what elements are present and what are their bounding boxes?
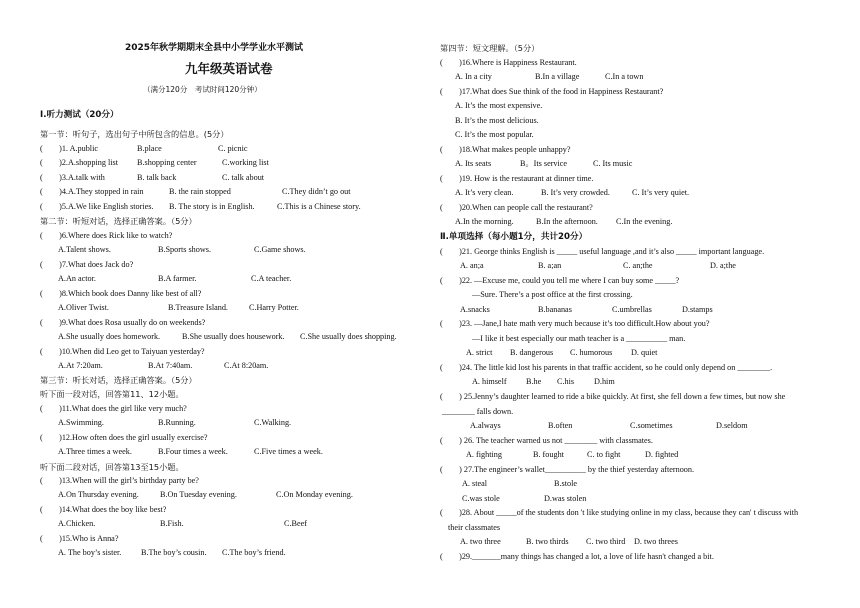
exam-title: 2025年秋学期期末全县中小学学业水平测试: [125, 43, 304, 53]
question-26: ( ) 26. The teacher warned us not ________ with classmates.: [440, 436, 653, 445]
question-23-reply: —I like it best especially our math teacher is a __________ man.: [472, 334, 686, 343]
section-single-choice: Ⅱ.单项选择（每小题1分，共计20分）: [440, 232, 588, 242]
question-25-continued: ________ falls down.: [442, 407, 514, 416]
question-10: ( )10.When did Leo get to Taiyuan yesterday?: [40, 347, 205, 356]
question-25: ( ) 25.Jenny’s daughter learned to ride a bike quickly. At first, she fell down a few times, but now she: [440, 392, 786, 401]
question-22-reply: —Sure. There’s a post office at the first crossing.: [472, 290, 633, 299]
question-8: ( )8.Which book does Danny like best of all?: [40, 289, 202, 298]
question-19: ( )19. How is the restaurant at dinner time.: [440, 174, 594, 183]
part2-heading: 第二节：听短对话，选择正确答案。（5分）: [40, 216, 197, 226]
section-listening: Ⅰ.听力测试（20分）: [40, 110, 119, 120]
question-6: ( )6.Where does Rick like to watch?: [40, 231, 173, 240]
question-20: ( )20.When can people call the restaurant?: [440, 203, 593, 212]
question-24: ( )24. The little kid lost his parents in that traffic accident, so he could only depend on ________.: [440, 363, 773, 372]
question-27: ( ) 27.The engineer’s wallet__________ by the thief yesterday afternoon.: [440, 465, 695, 474]
question-23: ( )23. —Jane,I hate math very much because it’s too difficult.How about you?: [440, 319, 710, 328]
dialogue1-note: 听下面一段对话，回答第11、12小题。: [40, 389, 184, 399]
question-22: ( )22. —Excuse me, could you tell me where I can buy some _____?: [440, 276, 680, 285]
question-12: ( )12.How often does the girl usually exercise?: [40, 433, 208, 442]
dialogue2-note: 听下面二段对话，回答第13至15小题。: [40, 462, 184, 472]
question-29: ( )29._______many things has changed a lot, a love of life hasn't changed a bit.: [440, 552, 714, 561]
question-21: ( )21. George thinks English is _____ useful language ,and it’s also _____ important language.: [440, 247, 765, 256]
paper-title: 九年级英语试卷: [185, 61, 273, 76]
question-13: ( )13.When will the girl’s birthday party be?: [40, 476, 199, 485]
question-17-option-a: A. It’s the most expensive.: [455, 101, 543, 110]
question-9: ( )9.What does Rosa usually do on weekends?: [40, 318, 206, 327]
part1-heading: 第一节：听句子，选出句子中所包含的信息。(5分）: [40, 129, 229, 139]
question-15: ( )15.Who is Anna?: [40, 534, 119, 543]
question-17: ( )17.What does Sue think of the food in Happiness Restaurant?: [440, 87, 664, 96]
question-28-continued: their classmates: [448, 523, 501, 532]
paper-subtitle: （满分120分 考试时间120分钟）: [143, 85, 262, 94]
question-7: ( )7.What does Jack do?: [40, 260, 134, 269]
part3-heading: 第三节：听长对话，选择正确答案。（5分）: [40, 375, 197, 385]
question-17-option-b: B. It’s the most delicious.: [455, 116, 539, 125]
question-18: ( )18.What makes people unhappy?: [440, 145, 571, 154]
question-17-option-c: C. It’s the most popular.: [455, 130, 534, 139]
question-14: ( )14.What does the boy like best?: [40, 505, 167, 514]
question-28: ( )28. About _____of the students don 't like studying online in my class, because they can' t discuss with: [440, 508, 799, 517]
question-16: ( )16.Where is Happiness Restaurant.: [440, 58, 577, 67]
question-11: ( )11.What does the girl like very much?: [40, 404, 187, 413]
part4-heading: 第四节：短文理解。（5分）: [440, 43, 540, 53]
